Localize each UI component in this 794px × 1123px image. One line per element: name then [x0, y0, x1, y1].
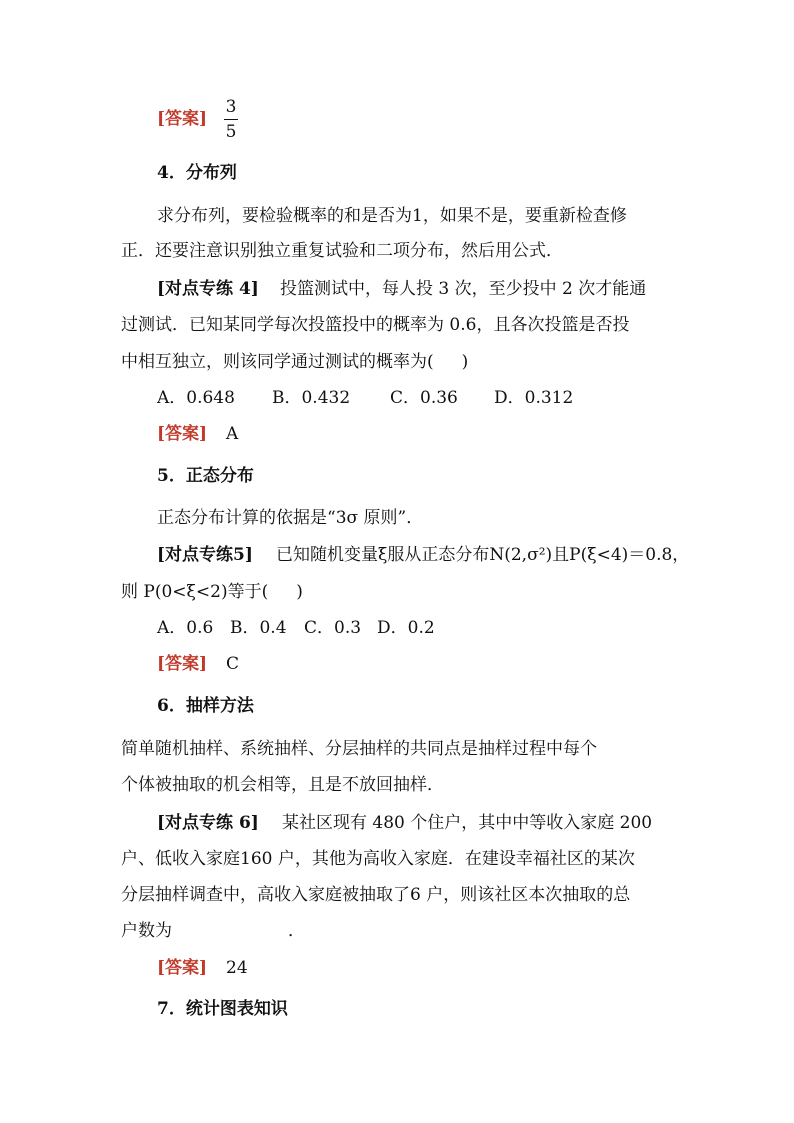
- option-b: B．0.432: [272, 388, 351, 408]
- fraction-bar: [224, 119, 238, 120]
- answer-label: [答案]: [157, 109, 208, 129]
- exercise-text: 已知随机变量ξ服从正态分布N(2,σ²)且P(ξ<4)＝0.8，: [276, 545, 690, 565]
- paragraph-line: 正态分布计算的依据是“3σ 原则”．: [157, 508, 424, 528]
- exercise-text: 分层抽样调查中，高收入家庭被抽取了6 户，则该社区本次抽取的总: [121, 885, 631, 905]
- option-d: D．0.2: [377, 618, 435, 638]
- exercise-text: 则 P(0<ξ<2)等于( ): [121, 582, 303, 602]
- paragraph-line: 简单随机抽样、系统抽样、分层抽样的共同点是抽样过程中每个: [121, 739, 597, 759]
- answer-value: A: [226, 424, 239, 444]
- exercise-label: [对点专练5]: [157, 545, 253, 565]
- fraction-numerator: 3: [225, 97, 237, 117]
- exercise-text: 过测试．已知某同学每次投篮投中的概率为 0.6，且各次投篮是否投: [121, 315, 630, 335]
- fraction-denominator: 5: [225, 122, 237, 142]
- exercise-label: [对点专练 4]: [157, 279, 259, 299]
- answer-value: 24: [226, 958, 248, 978]
- option-a: A．0.648: [157, 388, 235, 408]
- answer-fraction: [224, 99, 238, 141]
- section-heading: 4．分布列: [157, 163, 237, 183]
- exercise-text: 户、低收入家庭160 户，其他为高收入家庭．在建设幸福社区的某次: [121, 849, 635, 869]
- paragraph-line: 求分布列，要检验概率的和是否为1，如果不是，要重新检查修: [157, 206, 627, 226]
- option-d: D．0.312: [494, 388, 574, 408]
- section-heading: 6．抽样方法: [157, 696, 254, 716]
- answer-label: [答案]: [157, 958, 208, 978]
- exercise-label: [对点专练 6]: [157, 813, 259, 833]
- paragraph-line: 正．还要注意识别独立重复试验和二项分布，然后用公式．: [121, 241, 563, 261]
- exercise-text: 中相互独立，则该同学通过测试的概率为( ): [121, 352, 469, 372]
- exercise-text: 某社区现有 480 个住户，其中中等收入家庭 200: [282, 813, 653, 833]
- exercise-text: 投篮测试中，每人投 3 次，至少投中 2 次才能通: [280, 279, 647, 299]
- section-heading: 7．统计图表知识: [157, 999, 288, 1019]
- answer-label: [答案]: [157, 424, 208, 444]
- section-heading: 5．正态分布: [157, 466, 254, 486]
- answer-label: [答案]: [157, 654, 208, 674]
- option-a: A．0.6: [157, 618, 214, 638]
- answer-value: C: [226, 654, 240, 674]
- option-c: C．0.3: [304, 618, 362, 638]
- exercise-text: 户数为 ．: [121, 921, 305, 941]
- option-c: C．0.36: [390, 388, 458, 408]
- paragraph-line: 个体被抽取的机会相等，且是不放回抽样．: [121, 775, 444, 795]
- option-b: B．0.4: [230, 618, 287, 638]
